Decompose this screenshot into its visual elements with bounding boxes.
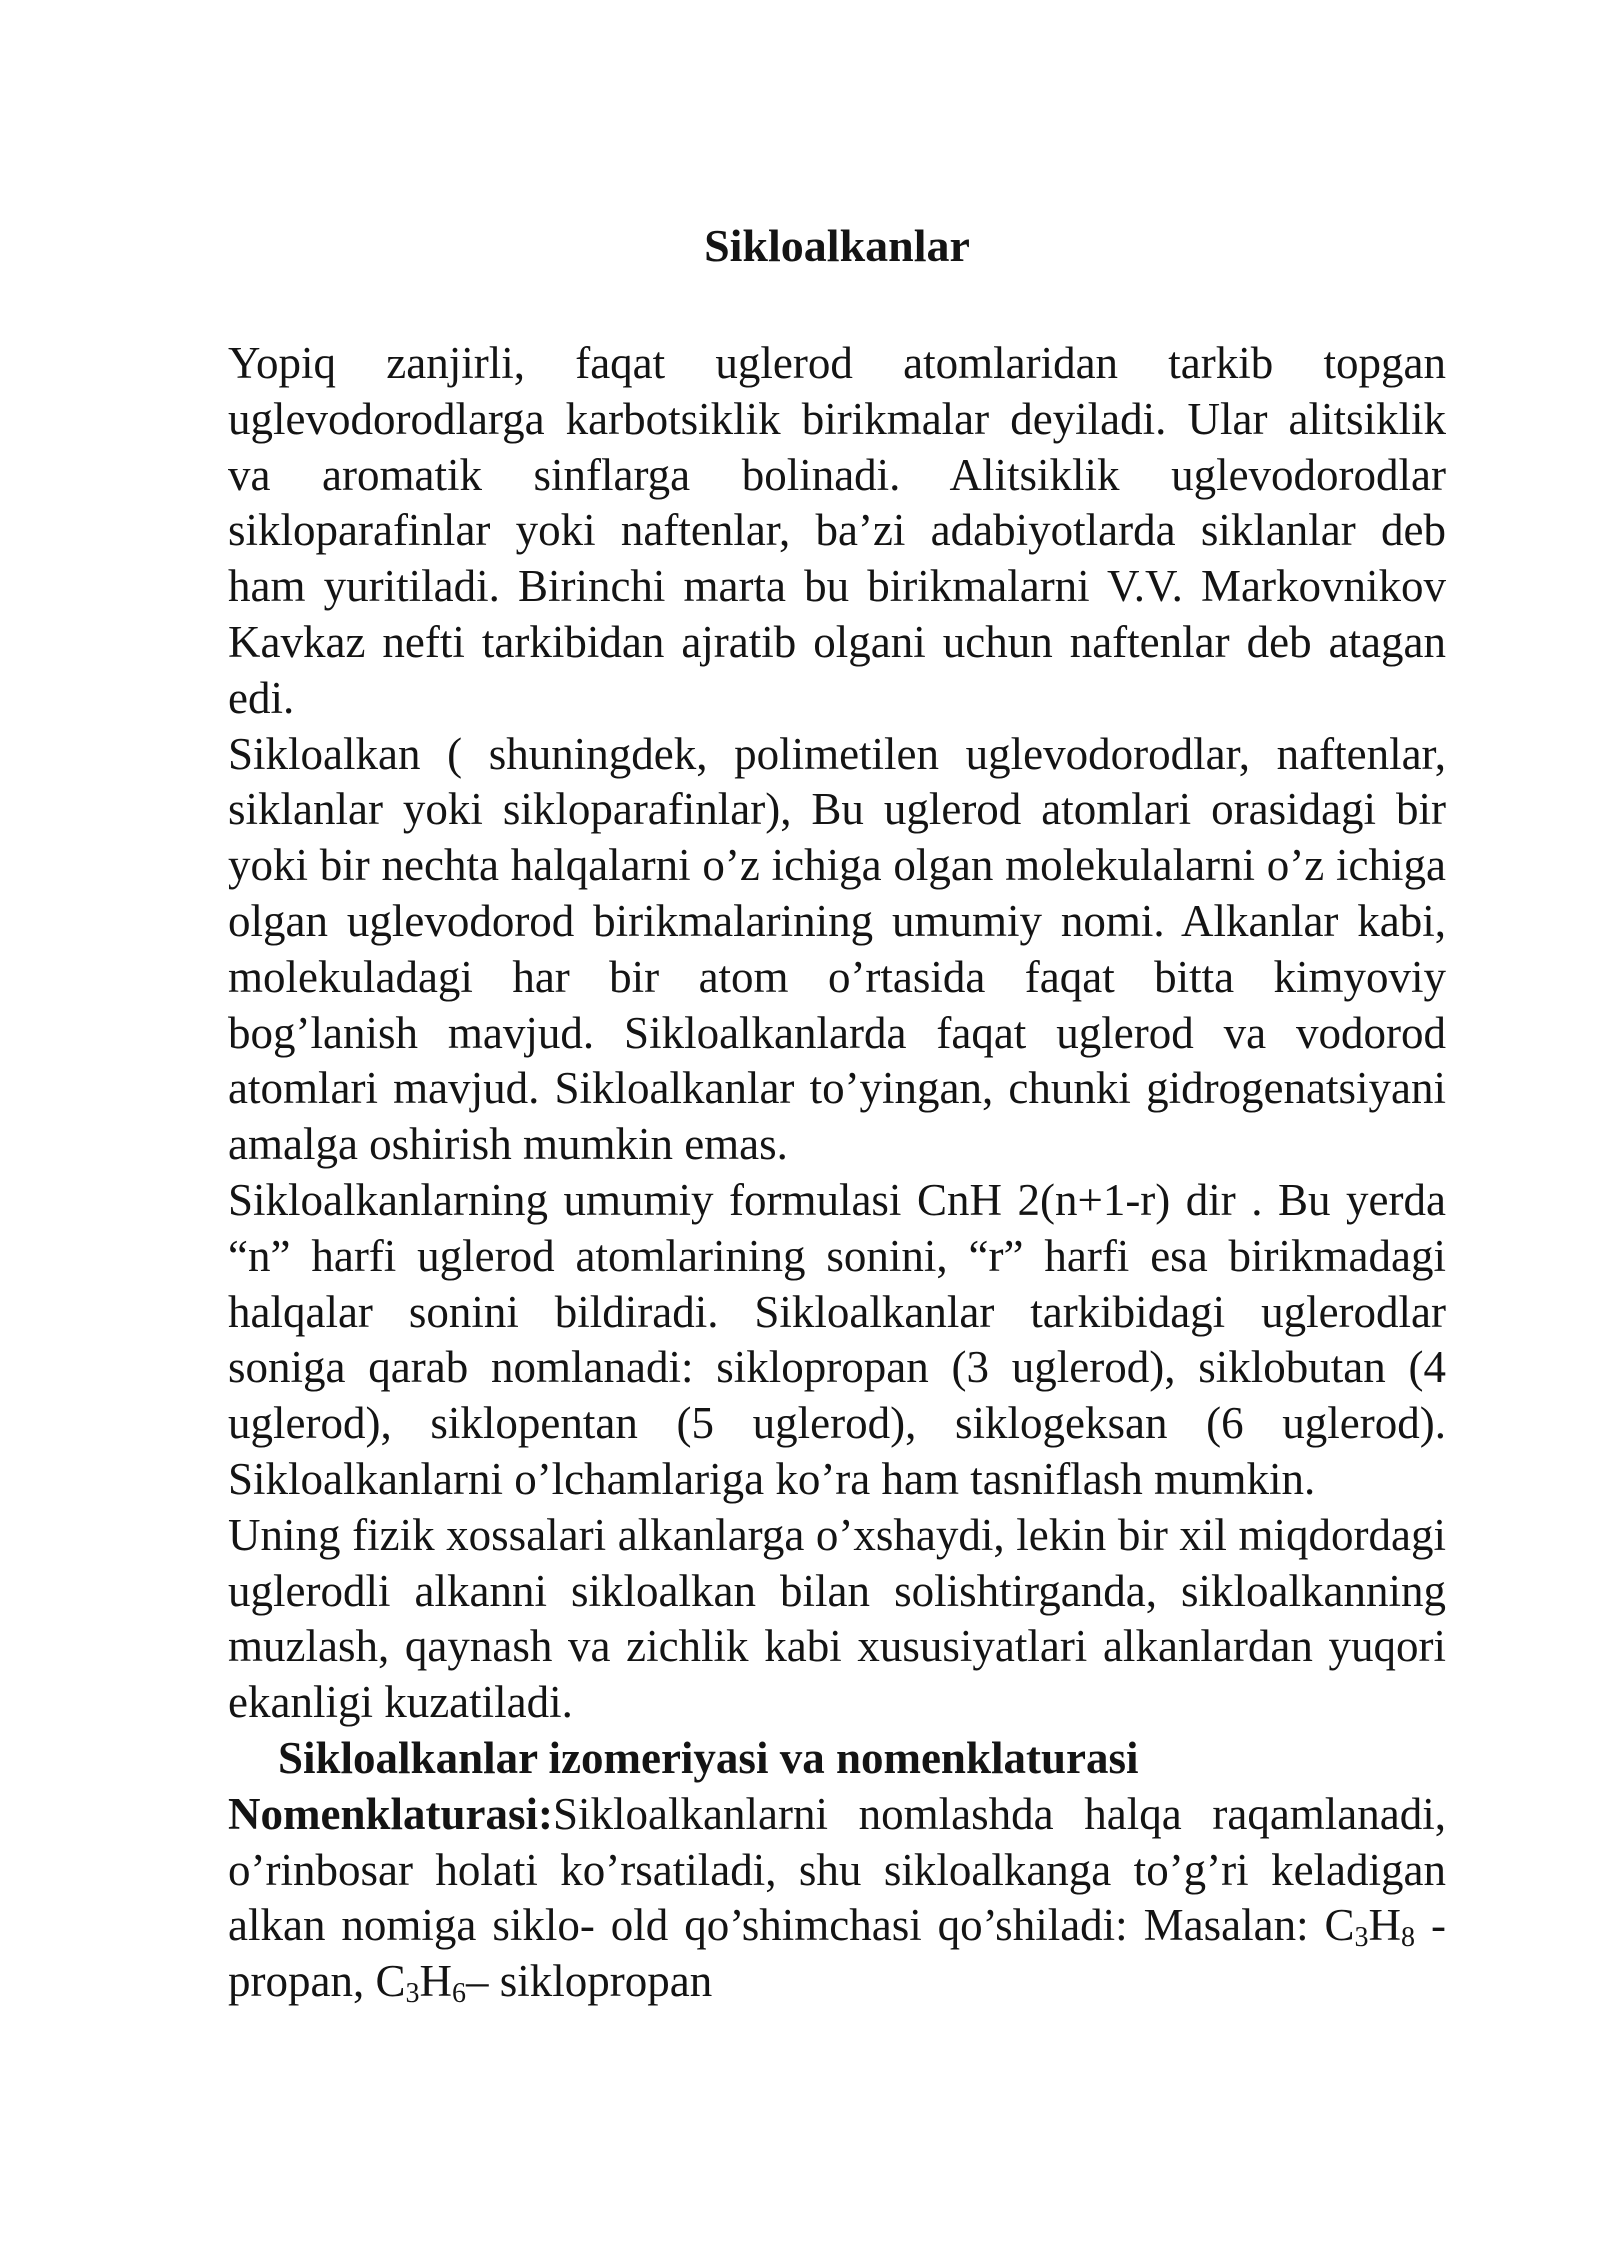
nomenclature-text: Sikloalkanlarni nomlashda halqa raqamlanadi, o’rinbosar holati ko’rsatiladi, shu sikloalkanga to’g’ri keladigan alkan nomiga siklo- old qo’shimchasi qo’shiladi: Masalan: (228, 1788, 1446, 1951)
document-page (228, 218, 1446, 2010)
formula-element: C (375, 1956, 406, 2007)
paragraph-nomenclature (228, 1787, 1446, 2010)
formula-propane-name: - propan, (228, 1900, 1446, 2007)
paragraph-formula: Sikloalkanlarning umumiy formulasi CnH 2(n+1-r) dir . Bu yerda “n” harfi uglerod atomlarining sonini, “r” harfi esa birikmadagi halqalar sonini bildiradi. Sikloalkanlar tarkibidagi uglerodlar soniga qarab nomlanadi: siklopropan (3 uglerod), siklobutan (4 uglerod), siklopentan (5 uglerod), siklogeksan (6 uglerod). Sikloalkanlarni o’lchamlariga ko’ra ham tasniflash mumkin. (228, 1174, 1446, 1504)
formula-cyclopropane (375, 1956, 466, 2010)
section-heading: Sikloalkanlar izomeriyasi va nomenklaturasi (278, 1732, 1139, 1783)
formula-subscript: 3 (405, 1978, 420, 2010)
formula-subscript: 3 (1354, 1922, 1369, 1954)
formula-element: H (419, 1956, 452, 2007)
formula-element: H (1368, 1900, 1402, 1951)
paragraph-physical-properties: Uning fizik xossalari alkanlarga o’xshaydi, lekin bir xil miqdordagi uglerodli alkanni sikloalkan bilan solishtirganda, sikloalkanning muzlash, qaynash va zichlik kabi xususiyatlari alkanlardan yuqori ekanligi kuzatiladi. (228, 1509, 1446, 1728)
formula-propane (1324, 1900, 1416, 1954)
formula-subscript: 8 (1401, 1922, 1416, 1954)
formula-cyclopropane-name: – siklopropan (465, 1956, 713, 2007)
paragraph-intro: Yopiq zanjirli, faqat uglerod atomlaridan tarkib topgan uglevodorodlarga karbotsiklik birikmalar deyiladi. Ular alitsiklik va aromatik sinflarga bolinadi. Alitsiklik uglevodorodlar sikloparafinlar yoki naftenlar, ba’zi adabiyotlarda siklanlar deb ham yuritiladi. Birinchi marta bu birikmalarni V.V. Markovnikov Kavkaz nefti tarkibidan ajratib olgani uchun naftenlar deb atagan edi. (228, 338, 1446, 723)
paragraph-definition: Sikloalkan ( shuningdek, polimetilen uglevodorodlar, naftenlar, siklanlar yoki sikloparafinlar), Bu uglerod atomlari orasidagi bir yoki bir nechta halqalarni o’z ichiga olgan molekulalarni o’z ichiga olgan uglevodorod birikmalarining umumiy nomi. Alkanlar kabi, molekuladagi har bir atom o’rtasida faqat bitta kimyoviy bog’lanish mavjud. Sikloalkanlarda faqat uglerod va vodorod atomlari mavjud. Sikloalkanlar to’yingan, chunki gidrogenatsiyani amalga oshirish mumkin emas. (228, 728, 1446, 1170)
nomenclature-label: Nomenklaturasi: (228, 1788, 553, 1839)
formula-element: C (1324, 1900, 1355, 1951)
formula-subscript: 6 (451, 1978, 466, 2010)
page-title: Sikloalkanlar (704, 220, 970, 271)
